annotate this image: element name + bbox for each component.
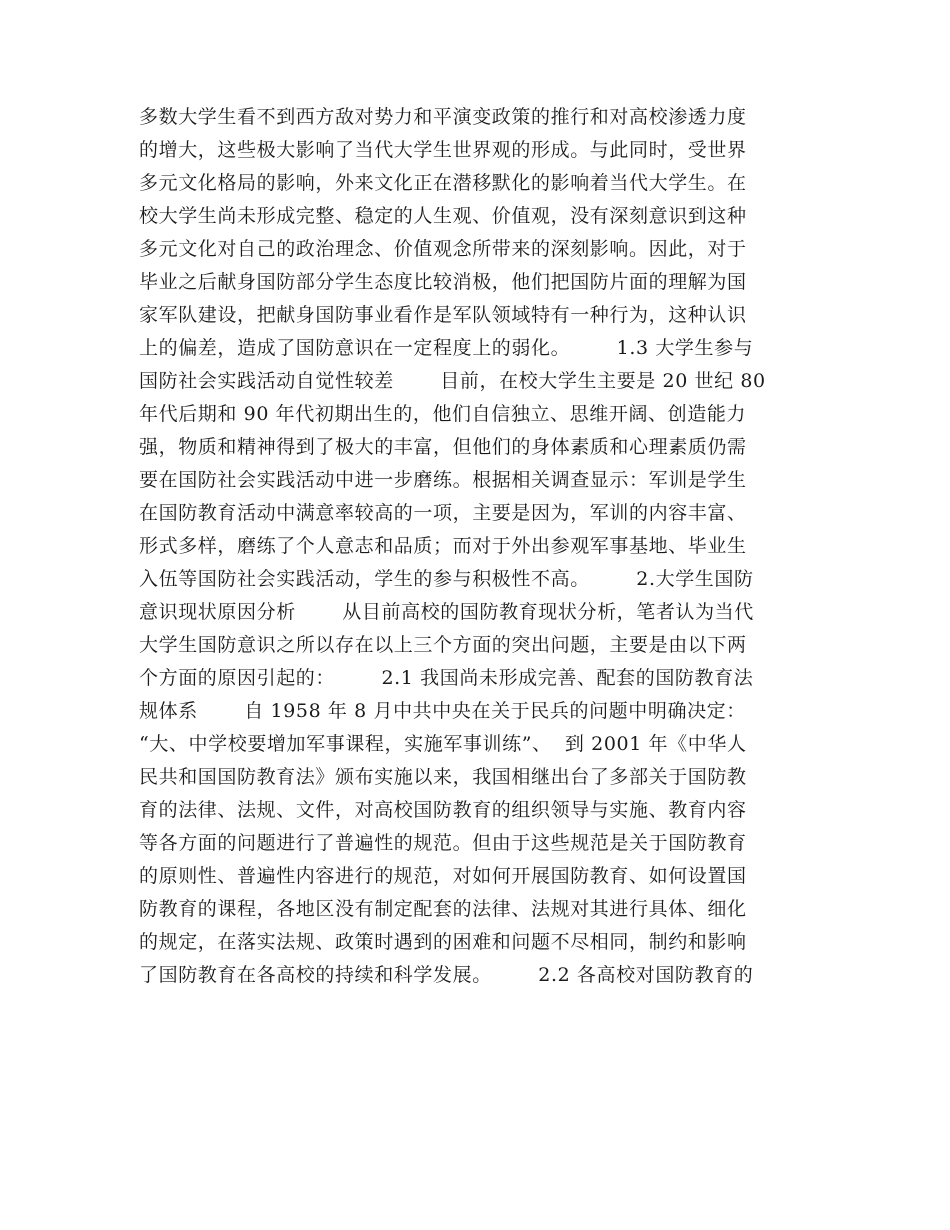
text-line: 国防社会实践活动自觉性较差 目前，在校大学生主要是 20 世纪 80 bbox=[139, 370, 766, 392]
text-line: 多元文化格局的影响，外来文化正在潜移默化的影响着当代大学生。在 bbox=[139, 172, 747, 194]
text-line: 的原则性、普遍性内容进行的规范，对如何开展国防教育、如何设置国 bbox=[139, 865, 747, 887]
text-line: 毕业之后献身国防部分学生态度比较消极，他们把国防片面的理解为国 bbox=[139, 271, 747, 293]
text-line: 形式多样，磨练了个人意志和品质；而对于外出参观军事基地、毕业生 bbox=[139, 535, 747, 557]
text-line: 规体系 自 1958 年 8 月中共中央在关于民兵的问题中明确决定： bbox=[139, 700, 746, 722]
body-paragraph bbox=[139, 101, 829, 992]
text-line: 防教育的课程，各地区没有制定配套的法律、法规对其进行具体、细化 bbox=[139, 898, 747, 920]
text-line: 多数大学生看不到西方敌对势力和平演变政策的推行和对高校渗透力度 bbox=[139, 106, 747, 128]
text-line: 入伍等国防社会实践活动，学生的参与积极性不高。 2.大学生国防 bbox=[139, 568, 754, 590]
text-line: 上的偏差，造成了国防意识在一定程度上的弱化。 1.3 大学生参与 bbox=[139, 337, 754, 359]
text-line: 的增大，这些极大影响了当代大学生世界观的形成。与此同时，受世界 bbox=[139, 139, 747, 161]
text-line: 了国防教育在各高校的持续和科学发展。 2.2 各高校对国防教育的 bbox=[139, 964, 754, 986]
text-line: 民共和国国防教育法》颁布实施以来，我国相继出台了多部关于国防教 bbox=[139, 766, 747, 788]
text-line: 意识现状原因分析 从目前高校的国防教育现状分析，笔者认为当代 bbox=[139, 601, 754, 623]
text-line: 大学生国防意识之所以存在以上三个方面的突出问题，主要是由以下两 bbox=[139, 634, 747, 656]
text-line: 个方面的原因引起的： 2.1 我国尚未形成完善、配套的国防教育法 bbox=[139, 667, 754, 689]
text-line: “大、中学校要增加军事课程，实施军事训练”、 到 2001 年《中华人 bbox=[139, 733, 747, 755]
text-line: 多元文化对自己的政治理念、价值观念所带来的深刻影响。因此，对于 bbox=[139, 238, 747, 260]
text-line: 家军队建设，把献身国防事业看作是军队领域特有一种行为，这种认识 bbox=[139, 304, 747, 326]
text-line: 强，物质和精神得到了极大的丰富，但他们的身体素质和心理素质仍需 bbox=[139, 436, 747, 458]
text-line: 在国防教育活动中满意率较高的一项，主要是因为，军训的内容丰富、 bbox=[139, 502, 747, 524]
text-line: 要在国防社会实践活动中进一步磨练。根据相关调查显示：军训是学生 bbox=[139, 469, 747, 491]
text-line: 的规定，在落实法规、政策时遇到的困难和问题不尽相同，制约和影响 bbox=[139, 931, 747, 953]
text-line: 年代后期和 90 年代初期出生的，他们自信独立、思维开阔、创造能力 bbox=[139, 403, 747, 425]
text-line: 育的法律、法规、文件，对高校国防教育的组织领导与实施、教育内容 bbox=[139, 799, 747, 821]
text-line: 等各方面的问题进行了普遍性的规范。但由于这些规范是关于国防教育 bbox=[139, 832, 747, 854]
text-line: 校大学生尚未形成完整、稳定的人生观、价值观，没有深刻意识到这种 bbox=[139, 205, 747, 227]
